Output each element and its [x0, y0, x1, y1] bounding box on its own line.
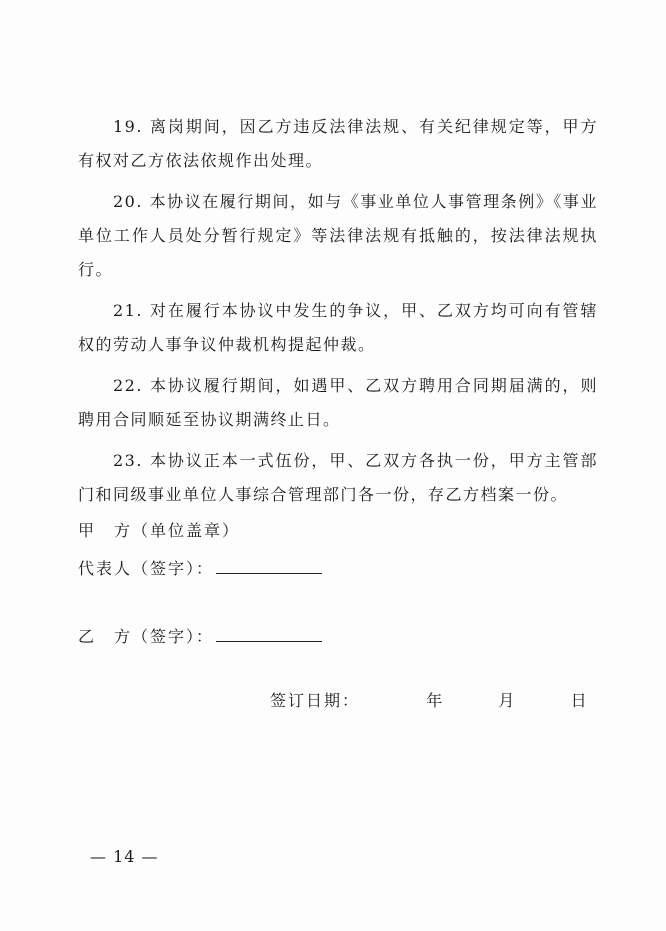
signing-date-label: 签订日期： [270, 691, 361, 710]
party-a-label: 甲 方（单位盖章） [78, 521, 241, 540]
signing-date [270, 688, 589, 711]
representative-label: 代表人（签字）： [78, 559, 215, 578]
representative-signature-blank [216, 559, 322, 574]
month-label: 月 [498, 691, 517, 710]
day-label: 日 [570, 691, 589, 710]
party-b-label: 乙 方（签字）： [78, 627, 215, 646]
clause-23: 23. 本协议正本一式伍份，甲、乙双方各执一份，甲方主管部门和同级事业单位人事综合管理部门各一份，存乙方档案一份。 [78, 451, 598, 504]
representative-signature-line [78, 556, 322, 579]
clause-20: 20. 本协议在履行期间，如与《事业单位人事管理条例》《事业单位工作人员处分暂行规定》等法律法规有抵触的，按法律法规执行。 [78, 192, 598, 279]
clause-19: 19. 离岗期间，因乙方违反法律法规、有关纪律规定等，甲方有权对乙方依法依规作出处理。 [78, 117, 598, 170]
clause-21: 21. 对在履行本协议中发生的争议，甲、乙双方均可向有管辖权的劳动人事争议仲裁机构提起仲裁。 [78, 301, 598, 354]
year-label: 年 [426, 691, 445, 710]
party-b-signature-line [78, 624, 322, 647]
agreement-clauses [78, 110, 598, 519]
party-a-seal-line [78, 518, 240, 541]
party-b-signature-blank [216, 627, 322, 642]
page-number: — 14 — [90, 847, 159, 866]
clause-22: 22. 本协议履行期间，如遇甲、乙双方聘用合同期届满的，则聘用合同顺延至协议期满终止日。 [78, 376, 598, 429]
